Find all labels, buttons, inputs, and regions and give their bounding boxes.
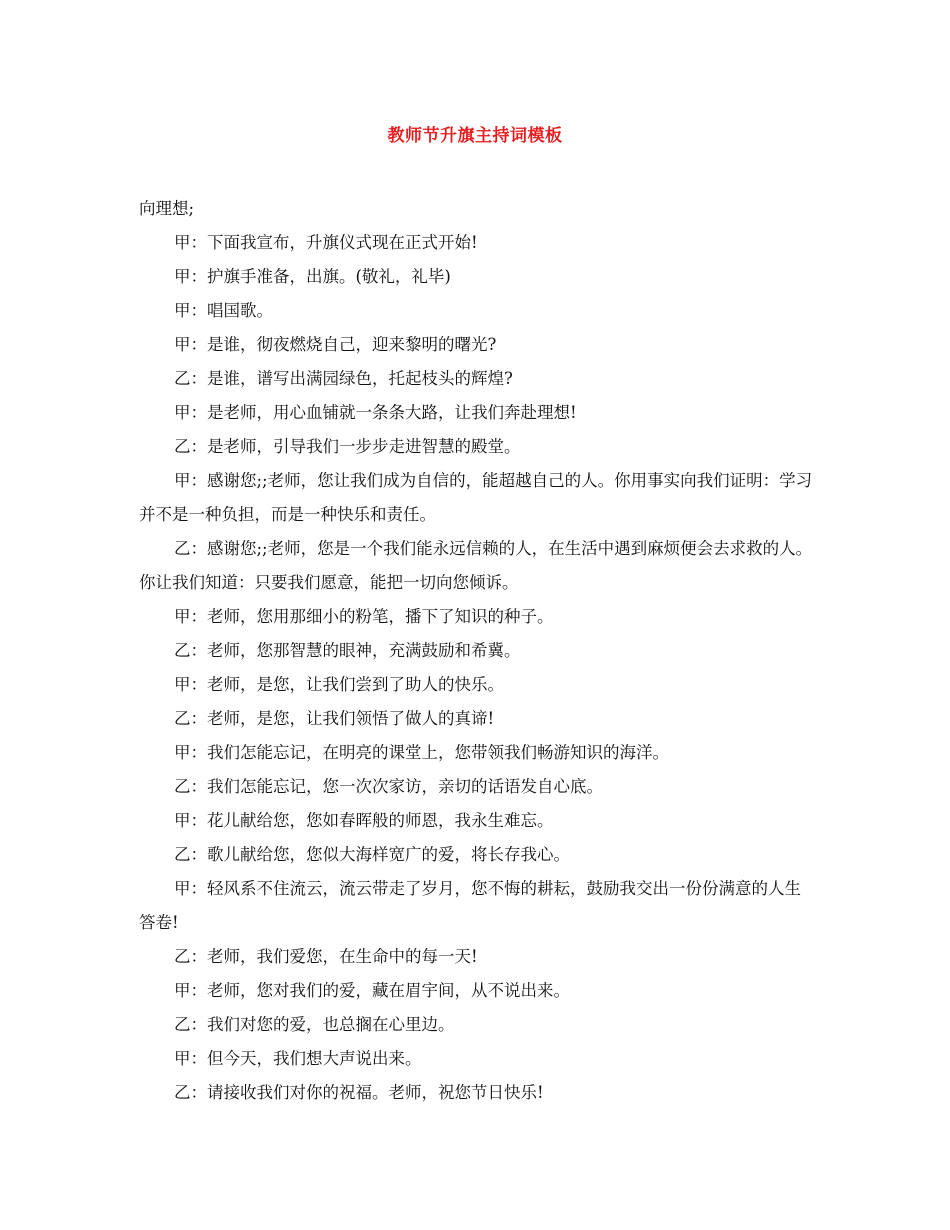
paragraph: 乙：我们怎能忘记，您一次次家访，亲切的话语发自心底。 <box>174 777 603 796</box>
paragraph: 向理想; <box>139 199 195 218</box>
paragraph: 甲：花儿献给您，您如春晖般的师恩，我永生难忘。 <box>174 811 554 830</box>
paragraph: 乙：感谢您;;老师，您是一个我们能永远信赖的人，在生活中遇到麻烦便会去求救的人。你让我们知道：只要我们愿意，能把一切向您倾诉。 <box>139 539 813 592</box>
document-body <box>139 192 814 1110</box>
paragraph: 乙：我们对您的爱，也总搁在心里边。 <box>174 1015 455 1034</box>
paragraph: 乙：老师，是您，让我们领悟了做人的真谛! <box>174 709 495 728</box>
paragraph: 甲：是谁，彻夜燃烧自己，迎来黎明的曙光? <box>174 335 497 354</box>
paragraph: 甲：唱国歌。 <box>174 301 273 320</box>
paragraph: 甲：下面我宣布，升旗仪式现在正式开始! <box>174 233 478 252</box>
paragraph: 乙：是老师，引导我们一步步走进智慧的殿堂。 <box>174 437 521 456</box>
paragraph: 甲：感谢您;;老师，您让我们成为自信的，能超越自己的人。你用事实向我们证明：学习并不是一种负担，而是一种快乐和责任。 <box>139 471 813 524</box>
paragraph: 甲：我们怎能忘记，在明亮的课堂上，您带领我们畅游知识的海洋。 <box>174 743 669 762</box>
paragraph: 甲：老师，是您，让我们尝到了助人的快乐。 <box>174 675 504 694</box>
paragraph: 甲：但今天，我们想大声说出来。 <box>174 1049 422 1068</box>
document-title: 教师节升旗主持词模板 <box>387 126 563 146</box>
paragraph: 乙：歌儿献给您，您似大海样宽广的爱，将长存我心。 <box>174 845 570 864</box>
paragraph: 乙：请接收我们对你的祝福。老师，祝您节日快乐! <box>174 1083 544 1102</box>
paragraph: 乙：老师，您那智慧的眼神，充满鼓励和希冀。 <box>174 641 521 660</box>
paragraph: 甲：是老师，用心血铺就一条条大路，让我们奔赴理想! <box>174 403 577 422</box>
paragraph: 乙：是谁，谱写出满园绿色，托起枝头的辉煌? <box>174 369 513 388</box>
paragraph: 乙：老师，我们爱您，在生命中的每一天! <box>174 947 478 966</box>
paragraph: 甲：轻风系不住流云，流云带走了岁月，您不悔的耕耘，鼓励我交出一份份满意的人生答卷! <box>139 879 801 932</box>
paragraph: 甲：老师，您用那细小的粉笔，播下了知识的种子。 <box>174 607 554 626</box>
paragraph: 甲：老师，您对我们的爱，藏在眉宇间，从不说出来。 <box>174 981 570 1000</box>
paragraph: 甲：护旗手准备，出旗。(敬礼，礼毕) <box>174 267 451 286</box>
